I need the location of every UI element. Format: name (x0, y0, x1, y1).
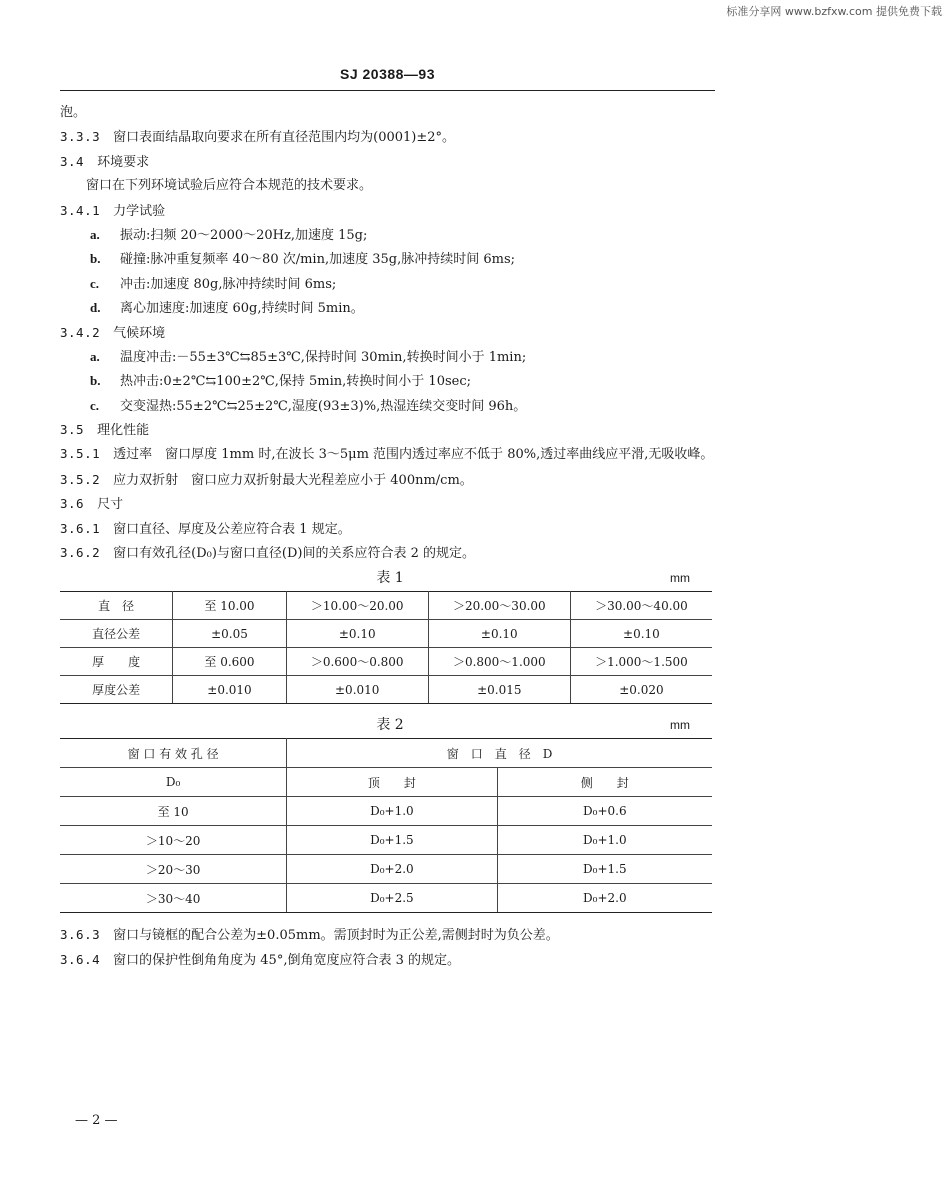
clause-text: 窗口与镜框的配合公差为±0.05mm。需顶封时为正公差,需侧封时为负公差。 (113, 928, 559, 944)
table-1-caption (60, 565, 720, 591)
table-cell: ±0.020 (570, 676, 712, 704)
table-cell: ±0.10 (428, 620, 570, 648)
list-marker: c. (90, 275, 100, 291)
table-header-cell: 侧 封 (497, 768, 712, 797)
list-item-b (60, 369, 720, 393)
list-text: 交变湿热:55±2℃⇆25±2℃,湿度(93±3)%,热湿连续交变时间 96h。 (120, 398, 527, 414)
table-cell: ±0.015 (428, 676, 570, 704)
table-row (60, 648, 712, 676)
table-cell: ＞20～30 (60, 855, 287, 884)
clause-text: 透过率 窗口厚度 1mm 时,在波长 3～5μm 范围内透过率应不低于 80%,透过率曲线应平滑,无吸收峰。 (113, 447, 714, 463)
clause-number: 3.6.3 (60, 927, 101, 943)
table-cell: ＞30～40 (60, 884, 287, 913)
table-cell: D₀+2.5 (287, 884, 497, 913)
table-cell: 至 10 (60, 797, 287, 826)
clause-text: 窗口表面结晶取向要求在所有直径范围内均为(0001)±2°。 (113, 130, 456, 146)
table-cell: ＞30.00～40.00 (570, 592, 712, 620)
table-cell: D₀+0.6 (497, 797, 712, 826)
table-unit: mm (670, 718, 690, 733)
list-item-b (60, 247, 720, 271)
clause-3-4-2 (60, 321, 720, 345)
clause-number: 3.6.2 (60, 545, 101, 561)
table-2-caption (60, 712, 720, 738)
continued-text: 泡。 (60, 105, 87, 120)
table-row (60, 826, 712, 855)
table-header-cell: 顶 封 (287, 768, 497, 797)
page-content (60, 101, 720, 972)
table-cell: D₀+1.5 (497, 855, 712, 884)
table-cell: ＞0.600～0.800 (286, 648, 428, 676)
table-cell: D₀+1.5 (287, 826, 497, 855)
table-cell: ±0.05 (173, 620, 286, 648)
clause-3-6 (60, 492, 720, 516)
clause-3-5-1 (60, 442, 720, 467)
table-cell: D₀+1.0 (287, 797, 497, 826)
clause-3-4 (60, 150, 720, 174)
table-cell: 厚 度 (60, 648, 173, 676)
clause-number: 3.3.3 (60, 129, 101, 145)
clause-number: 3.5 (60, 422, 85, 438)
table-cell: D₀+2.0 (497, 884, 712, 913)
clause-number: 3.4.2 (60, 324, 101, 340)
table-row (60, 592, 712, 620)
table-cell: D₀+1.0 (497, 826, 712, 855)
table-row (60, 676, 712, 704)
list-text: 碰撞:脉冲重复频率 40～80 次/min,加速度 35g,脉冲持续时间 6ms; (120, 252, 516, 268)
list-text: 离心加速度:加速度 60g,持续时间 5min。 (120, 301, 364, 317)
clause-3-5 (60, 418, 720, 442)
table-cell: ＞20.00～30.00 (428, 592, 570, 620)
list-item-a (60, 223, 720, 247)
table-cell: 直径公差 (60, 620, 173, 648)
clause-title: 尺寸 (97, 497, 124, 513)
list-marker: a. (90, 226, 100, 242)
clause-title: 力学试验 (113, 203, 166, 219)
table-unit: mm (670, 571, 690, 586)
clause-3-5-2 (60, 468, 720, 492)
table-header-cell: 窗 口 直 径 D (287, 739, 712, 768)
list-text: 温度冲击:－55±3℃⇆85±3℃,保持时间 30min,转换时间小于 1min; (120, 349, 527, 365)
watermark: 标准分享网 www.bzfxw.com 提供免费下载 (726, 5, 942, 18)
clause-text: 窗口有效孔径(D₀)与窗口直径(D)间的关系应符合表 2 的规定。 (113, 546, 476, 562)
clause-title: 气候环境 (113, 325, 166, 341)
clause-text: 应力双折射 窗口应力双折射最大光程差应小于 400nm/cm。 (113, 472, 473, 488)
list-marker: c. (90, 397, 100, 413)
clause-number: 3.4.1 (60, 202, 101, 218)
table-cell: 至 10.00 (173, 592, 286, 620)
clause-text: 窗口直径、厚度及公差应符合表 1 规定。 (113, 521, 351, 537)
clause-number: 3.6.4 (60, 951, 101, 967)
list-marker: b. (90, 373, 101, 389)
list-text: 冲击:加速度 80g,脉冲持续时间 6ms; (120, 276, 337, 292)
clause-3-3-3 (60, 125, 720, 149)
table-cell: 直 径 (60, 592, 173, 620)
clause-3-6-4 (60, 948, 720, 972)
table-cell: ±0.010 (286, 676, 428, 704)
table-cell: ±0.10 (570, 620, 712, 648)
document-code-header: SJ 20388—93 (339, 66, 436, 82)
table-header-row (60, 768, 712, 797)
clause-number: 3.4 (60, 153, 85, 169)
clause-title: 理化性能 (97, 423, 150, 439)
table-row (60, 620, 712, 648)
list-item-c (60, 394, 720, 418)
table-2 (60, 738, 712, 913)
list-marker: a. (90, 348, 100, 364)
table-title: 表 2 (376, 717, 404, 734)
clause-title: 环境要求 (97, 154, 150, 170)
table-cell: ＞10.00～20.00 (286, 592, 428, 620)
table-cell: D₀+2.0 (287, 855, 497, 884)
list-text: 热冲击:0±2℃⇆100±2℃,保持 5min,转换时间小于 10sec; (120, 374, 471, 390)
table-cell: 至 0.600 (173, 648, 286, 676)
table-1 (60, 591, 712, 704)
clause-3-6-3 (60, 923, 720, 947)
table-cell: ＞10～20 (60, 826, 287, 855)
list-text: 振动:扫频 20～2000～20Hz,加速度 15g; (120, 227, 368, 243)
table-header-cell: 窗 口 有 效 孔 径 (60, 739, 287, 768)
clause-3-4-1 (60, 199, 720, 223)
list-marker: d. (90, 300, 101, 316)
clause-number: 3.6 (60, 496, 85, 512)
table-cell: 厚度公差 (60, 676, 173, 704)
clause-text: 窗口的保护性倒角角度为 45°,倒角宽度应符合表 3 的规定。 (113, 952, 460, 968)
list-marker: b. (90, 251, 101, 267)
table-title: 表 1 (376, 570, 404, 587)
clause-3-6-1 (60, 517, 720, 541)
clause-number: 3.5.2 (60, 471, 101, 487)
clause-3-4-body: 窗口在下列环境试验后应符合本规范的技术要求。 (86, 178, 373, 194)
header-rule (60, 90, 715, 91)
table-row (60, 797, 712, 826)
list-item-a (60, 345, 720, 369)
clause-number: 3.5.1 (60, 446, 101, 462)
table-row (60, 855, 712, 884)
list-item-c (60, 272, 720, 296)
table-cell: ＞1.000～1.500 (570, 648, 712, 676)
clause-3-6-2 (60, 541, 720, 565)
table-header-row (60, 739, 712, 768)
table-row (60, 884, 712, 913)
table-cell: ±0.10 (286, 620, 428, 648)
clause-number: 3.6.1 (60, 520, 101, 536)
table-cell: ±0.010 (173, 676, 286, 704)
table-cell: ＞0.800～1.000 (428, 648, 570, 676)
list-item-d (60, 296, 720, 320)
table-header-cell: D₀ (60, 768, 287, 797)
page-number: — 2 — (75, 1113, 118, 1128)
